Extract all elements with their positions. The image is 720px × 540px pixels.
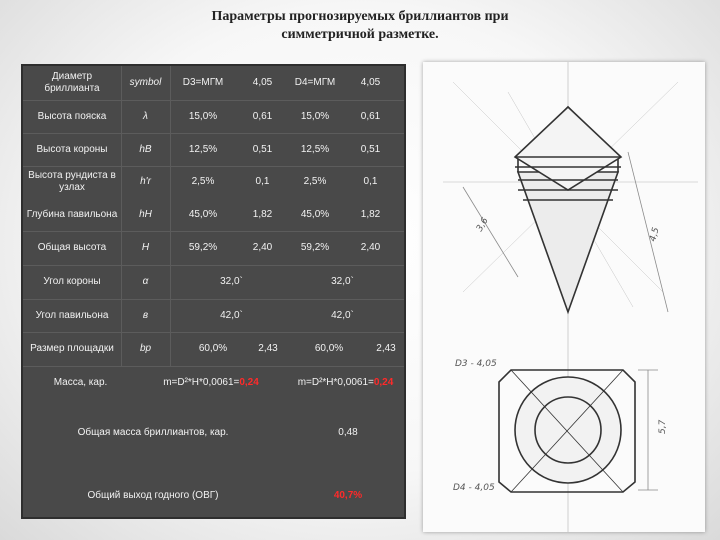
total-mass-value: 0,48 (338, 427, 358, 438)
slide-title (150, 8, 570, 44)
row-pct-2: 60,0% (314, 343, 344, 354)
diamond-plan (499, 370, 635, 492)
header-c2-label: D4=МГМ (294, 77, 336, 88)
yield-label: Общий выход годного (ОВГ) (87, 490, 219, 501)
row-angle-2: 32,0` (331, 276, 354, 287)
row-val-1: 0,1 (255, 176, 270, 187)
row-symbol: bp (139, 343, 152, 354)
mass-formula-text: m=D²*H*0,0061= (163, 377, 240, 388)
row-symbol: h'r (140, 176, 151, 187)
row-symbol: в (142, 309, 149, 321)
row-pct-1: 15,0% (188, 110, 218, 122)
label-d3: D3 - 4,05 (455, 359, 497, 369)
header-symbol: symbol (129, 77, 162, 88)
mass-formula-1 (141, 368, 281, 398)
dim-label-height: 5,7 (658, 419, 668, 434)
dimension-line-right (628, 152, 668, 312)
row-val-2: 2,40 (360, 242, 381, 253)
row-pct-2: 15,0% (300, 110, 330, 122)
row-pct-1: 12,5% (188, 143, 218, 155)
mass-formula-2 (283, 368, 408, 398)
row-param: Высота рундиста в узлах (28, 170, 116, 193)
row-param: Высота пояска (37, 110, 107, 122)
row-val-2: 0,51 (360, 143, 381, 155)
row-symbol: hH (139, 208, 152, 220)
row-pct-1: 60,0% (198, 343, 228, 354)
row-val-1: 0,61 (252, 110, 273, 122)
row-pct-1: 2,5% (191, 176, 215, 187)
total-mass-label: Общая масса бриллиантов, кар. (77, 427, 229, 438)
mass-value: 0,24 (239, 377, 259, 388)
row-val-2: 1,82 (360, 208, 381, 220)
row-pct-1: 59,2% (188, 242, 218, 253)
yield-value: 40,7% (333, 490, 363, 501)
diamond-profile (515, 107, 621, 312)
parameters-table (21, 64, 406, 519)
row-val-2: 0,1 (363, 176, 378, 187)
technical-drawing (423, 62, 705, 532)
row-val-2: 2,43 (376, 343, 396, 354)
label-d4: D4 - 4,05 (453, 483, 495, 493)
mass-formula-text: m=D²*H*0,0061= (297, 377, 374, 388)
row-val-1: 0,51 (252, 143, 273, 155)
row-val-1: 2,43 (258, 343, 278, 354)
row-val-1: 1,82 (252, 208, 273, 220)
row-pct-2: 59,2% (300, 242, 330, 253)
row-pct-2: 2,5% (303, 176, 327, 187)
row-param: Размер площадки (30, 343, 114, 354)
row-param: Угол короны (43, 276, 101, 287)
row-param: Высота короны (36, 143, 108, 155)
row-angle-1: 42,0` (220, 309, 243, 321)
row-param: Масса, кар. (53, 377, 108, 388)
dimension-line-left (463, 187, 518, 277)
row-pct-2: 12,5% (300, 143, 330, 155)
title-line-2: симметричной разметке. (281, 27, 439, 42)
header-c2-value: 4,05 (360, 77, 381, 88)
row-param: Угол павильона (35, 309, 109, 321)
dim-label-left: 3,6 (474, 216, 491, 234)
row-angle-2: 42,0` (331, 309, 354, 321)
mass-value: 0,24 (373, 377, 394, 388)
row-angle-1: 32,0` (220, 276, 243, 287)
dim-label-right: 4,5 (648, 226, 662, 243)
row-symbol: hB (139, 143, 152, 155)
row-symbol: λ (143, 110, 148, 122)
row-symbol: H (141, 242, 150, 253)
row-param: Общая высота (37, 242, 107, 253)
row-pct-2: 45,0% (300, 208, 330, 220)
header-c1-value: 4,05 (252, 77, 273, 88)
row-param: Глубина павильона (26, 208, 118, 220)
drawing-svg (423, 62, 705, 532)
title-line-1: Параметры прогнозируемых бриллиантов при (211, 9, 509, 24)
row-val-1: 2,40 (252, 242, 273, 253)
row-pct-1: 45,0% (188, 208, 218, 220)
row-symbol: α (142, 276, 149, 287)
header-c1-label: D3=МГМ (182, 77, 224, 88)
header-param: Диаметр бриллианта (44, 71, 100, 94)
row-val-2: 0,61 (360, 110, 381, 122)
